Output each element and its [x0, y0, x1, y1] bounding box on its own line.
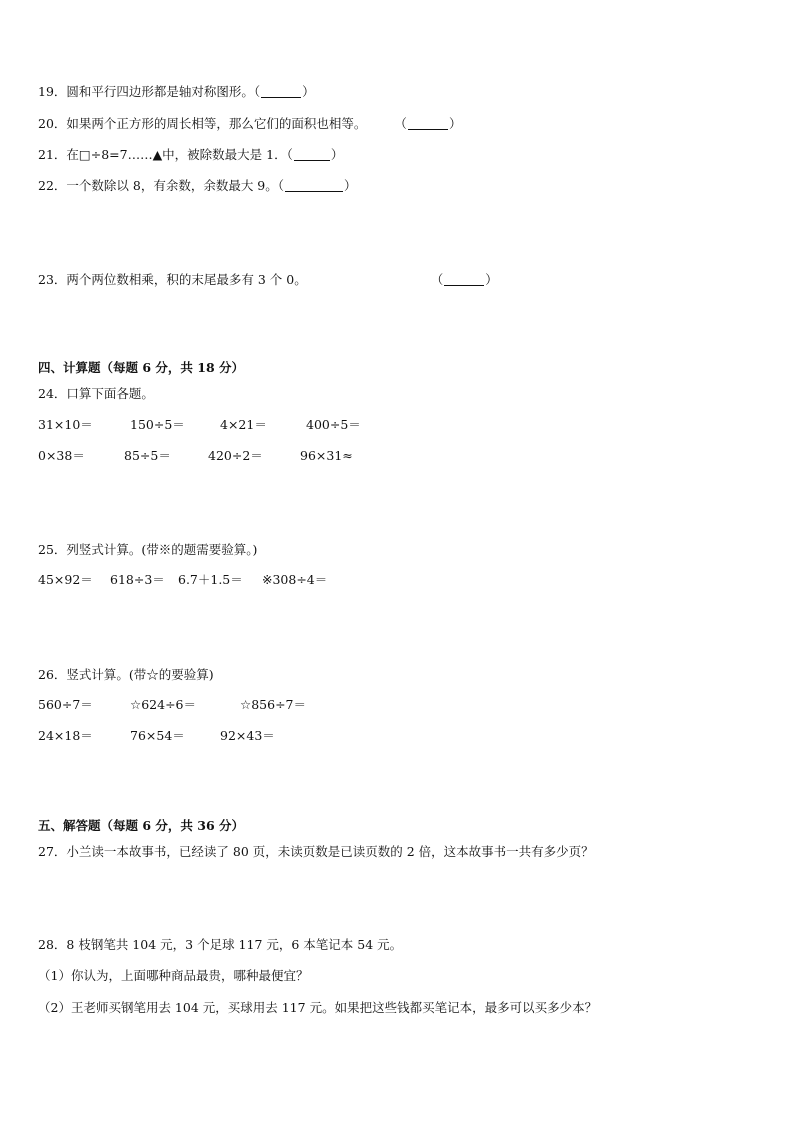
answer-blank-23[interactable]: [444, 273, 484, 286]
expression: 31×10＝: [38, 417, 93, 432]
expression: 4×21＝: [220, 417, 267, 432]
question-28-part-2: （2）王老师买钢笔用去 104 元，买球用去 117 元。如果把这些钱都买笔记本，最多可以买多少本？: [38, 1000, 598, 1015]
question-28-part-1: （1）你认为，上面哪种商品最贵，哪种最便宜？: [38, 968, 309, 983]
question-23-close: ）: [485, 272, 498, 287]
question-22-text: 22．一个数除以 8，有余数，余数最大 9。（: [38, 178, 285, 193]
answer-blank-20[interactable]: [408, 117, 448, 130]
question-21: [38, 147, 343, 163]
expression: 400÷5＝: [306, 417, 361, 432]
expression: 92×43＝: [220, 728, 275, 743]
question-27: 27．小兰读一本故事书，已经读了 80 页，未读页数是已读页数的 2 倍，这本故事书一共有多少页？: [38, 844, 594, 859]
question-28: 28．8 枝钢笔共 104 元，3 个足球 117 元，6 本笔记本 54 元。: [38, 937, 403, 952]
answer-blank-21[interactable]: [294, 148, 330, 161]
question-20-open: （: [394, 116, 407, 131]
question-25: 25．列竖式计算。(带※的题需要验算。): [38, 542, 258, 557]
expression: 45×92＝: [38, 572, 93, 587]
question-20-close: ）: [448, 116, 462, 131]
answer-blank-19[interactable]: [261, 85, 301, 98]
question-23-open: （: [430, 272, 444, 287]
question-21-text: 21．在□÷8=7……▲中，被除数最大是 1．（: [38, 147, 293, 162]
section-4-heading: 四、计算题（每题 6 分，共 18 分）: [38, 360, 245, 375]
expression: 560÷7＝: [38, 697, 93, 712]
expression: ※308÷4＝: [262, 572, 328, 587]
expression: 96×31≈: [300, 448, 353, 463]
expression: 85÷5＝: [124, 448, 171, 463]
question-20: [38, 116, 461, 132]
expression: ☆856÷7＝: [240, 697, 306, 712]
expression: 6.7＋1.5＝: [178, 572, 243, 587]
expression: 0×38＝: [38, 448, 85, 463]
expression: ☆624÷6＝: [130, 697, 196, 712]
question-22: [38, 178, 357, 194]
question-24: 24．口算下面各题。: [38, 386, 154, 401]
question-26: 26．竖式计算。(带☆的要验算): [38, 667, 214, 682]
question-19: [38, 84, 315, 100]
expression: 420÷2＝: [208, 448, 263, 463]
expression: 150÷5＝: [130, 417, 185, 432]
question-21-close: ）: [330, 147, 344, 162]
question-19-close: ）: [302, 84, 315, 99]
question-23: [38, 272, 498, 288]
question-23-text: 23．两个两位数相乘，积的末尾最多有 3 个 0。: [38, 272, 307, 287]
expression: 76×54＝: [130, 728, 185, 743]
question-19-text: 19．圆和平行四边形都是轴对称图形。（: [38, 84, 261, 99]
question-20-text: 20．如果两个正方形的周长相等，那么它们的面积也相等。: [38, 116, 367, 131]
question-22-close: ）: [344, 178, 357, 193]
expression: 24×18＝: [38, 728, 93, 743]
expression: 618÷3＝: [110, 572, 165, 587]
section-5-heading: 五、解答题（每题 6 分，共 36 分）: [38, 818, 245, 833]
answer-blank-22[interactable]: [285, 179, 343, 192]
